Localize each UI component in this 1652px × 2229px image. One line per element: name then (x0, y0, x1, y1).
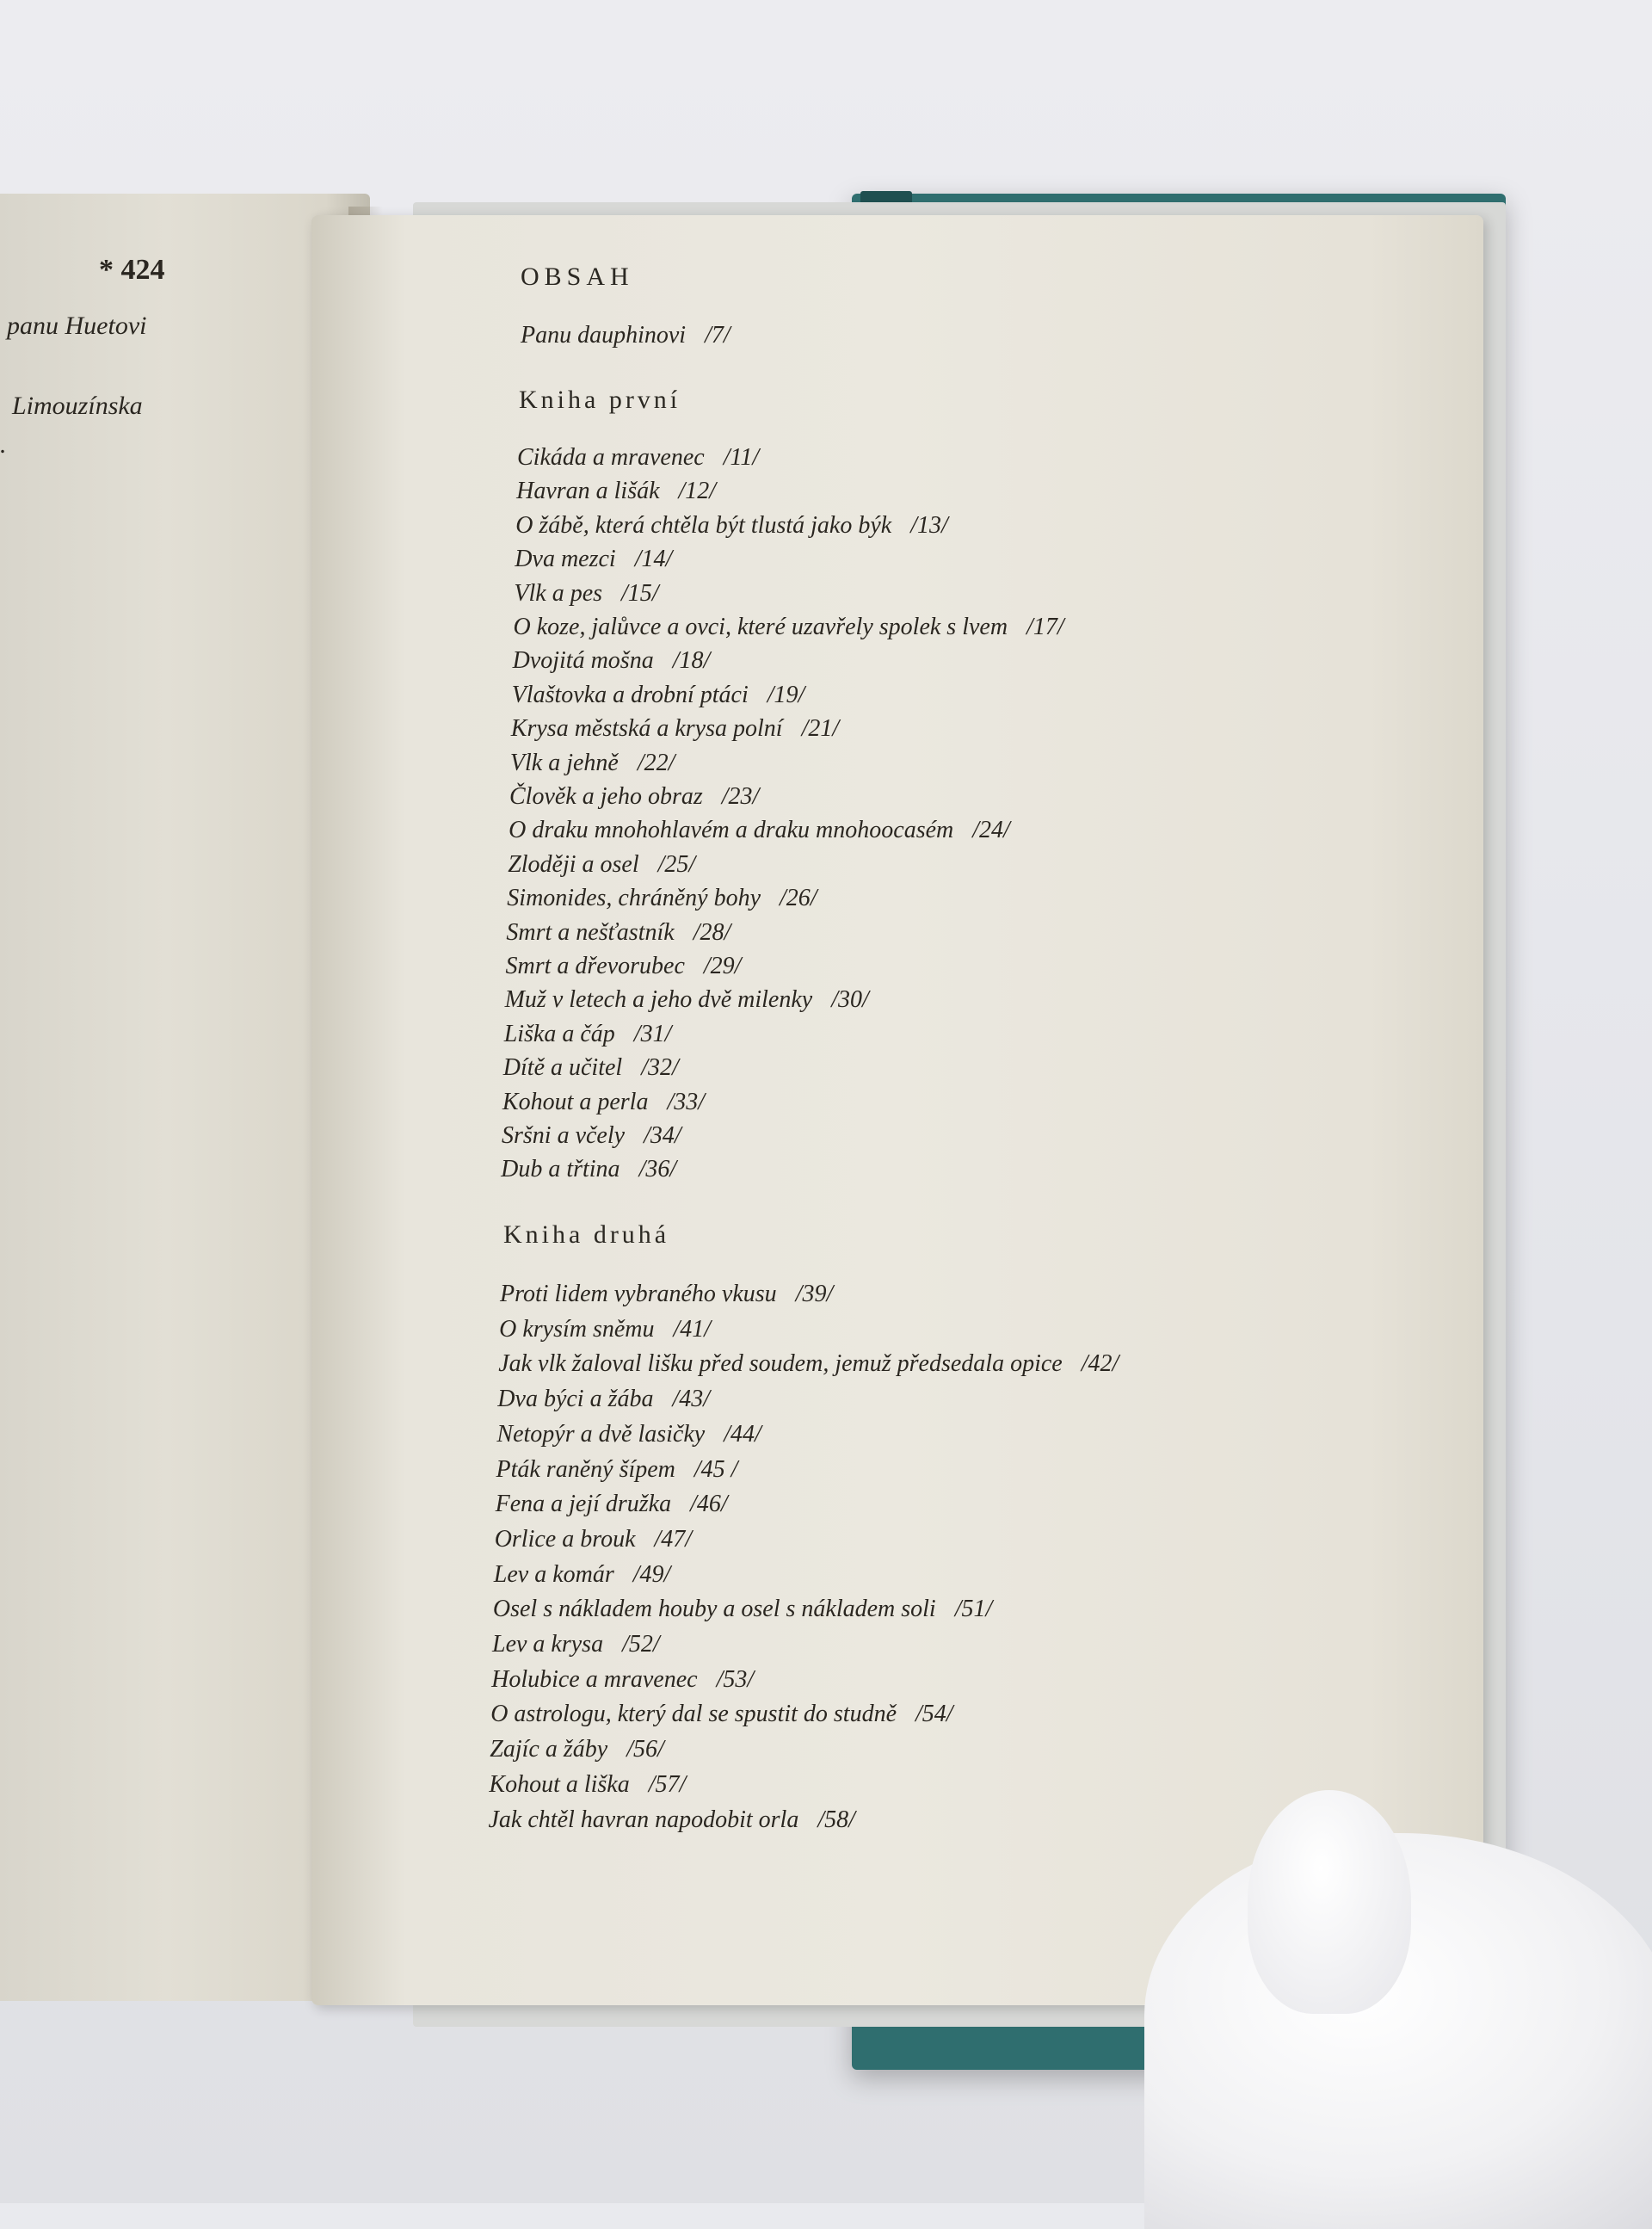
toc-entry-title: Zajíc a žáby (490, 1736, 608, 1763)
toc-entry-page: /31/ (633, 1020, 672, 1047)
toc-entry-title: O koze, jalůvce a ovci, které uzavřely spolek s lvem (513, 614, 1008, 640)
toc-entry-page: /24/ (972, 817, 1010, 844)
toc-entry (516, 478, 716, 505)
toc-entry (489, 1771, 686, 1799)
toc-entry-title: Panu dauphinovi (521, 322, 687, 349)
toc-entry-page: /29/ (703, 953, 742, 979)
toc-entry-title: Dítě a učitel (502, 1054, 623, 1082)
toc-entry-title: Vlaštovka a drobní ptáci (511, 681, 749, 708)
toc-entry-title: Fena a její družka (495, 1491, 672, 1518)
toc-entry-page: /51/ (954, 1596, 993, 1623)
toc-entry-title: Simonides, chráněný bohy (507, 885, 761, 912)
toc-entry (507, 885, 817, 912)
toc-entry-title: Muž v letech a jeho dvě milenky (504, 986, 813, 1014)
toc-entry (506, 919, 730, 947)
toc-entry-title: Sršni a včely (502, 1122, 626, 1149)
toc-entry-page: /13/ (910, 511, 948, 539)
toc-entry (513, 647, 711, 675)
toc-entry-title: Lev a krysa (492, 1631, 604, 1658)
toc-entry-page: /32/ (641, 1054, 679, 1082)
toc-entry (502, 1089, 705, 1116)
toc-entry (490, 1701, 952, 1728)
toc-entry-page: /53/ (716, 1665, 755, 1693)
toc-entry-page: /22/ (637, 749, 675, 776)
toc-entry-page: /26/ (780, 885, 817, 912)
toc-entry-title: Smrt a nešťastník (506, 918, 675, 946)
toc-entry (494, 1561, 671, 1589)
toc-entry (517, 444, 759, 472)
toc-entry-page: /28/ (693, 918, 731, 946)
toc-entry (510, 750, 675, 777)
toc-entry (521, 322, 730, 349)
toc-entry-title: Lev a komár (493, 1560, 614, 1588)
toc-entry-title: O draku mnohohlavém a draku mnohoocasém (509, 817, 954, 844)
toc-entry-page: /33/ (667, 1088, 706, 1115)
toc-entry-title: O krysím sněmu (499, 1315, 655, 1343)
toc-entry (496, 1421, 761, 1448)
toc-entry-title: Dvojitá mošna (512, 647, 654, 675)
toc-entry (498, 1350, 1119, 1378)
toc-entry-page: /18/ (672, 647, 711, 675)
toc-entry (496, 1491, 728, 1518)
toc-entry (514, 614, 1064, 641)
toc-entry-title: Netopýr a dvě lasičky (496, 1420, 706, 1448)
toc-entry-page: /30/ (831, 986, 869, 1014)
toc-entry (496, 1456, 738, 1484)
toc-entry-title: Vlk a jehně (509, 749, 619, 776)
toc-entry (492, 1631, 660, 1658)
toc-entry-page: /25/ (657, 850, 696, 878)
contents-title: OBSAH (521, 262, 634, 291)
toc-entry (490, 1736, 663, 1763)
toc-entry-page: /21/ (801, 715, 840, 743)
toc-entry-title: Dva mezci (515, 546, 616, 573)
toc-entry-page: /45 / (693, 1455, 738, 1483)
toc-entry-page: /56/ (626, 1736, 664, 1763)
toc-entry-page: /41/ (673, 1315, 712, 1343)
toc-entry-title: Smrt a dřevorubec (505, 953, 685, 979)
toc-entry (502, 1122, 681, 1150)
toc-entry (504, 1021, 672, 1048)
toc-entry (508, 851, 695, 879)
left-page-line: . (0, 430, 7, 459)
toc-entry (501, 1156, 676, 1183)
toc-entry-title: Krysa městská a krysa polní (510, 715, 783, 743)
right-page (311, 215, 1483, 2005)
toc-entry-page: /23/ (721, 783, 760, 810)
toc-entry (505, 986, 869, 1014)
left-page-line: Limouzínska (12, 392, 143, 420)
toc-entry-page: /34/ (644, 1122, 681, 1149)
toc-entry-page: /49/ (632, 1560, 671, 1588)
toc-entry-title: Havran a lišák (516, 478, 660, 505)
toc-entry (511, 715, 839, 743)
toc-entry-title: Jak chtěl havran napodobit orla (488, 1806, 799, 1833)
toc-entry (512, 682, 805, 709)
toc-entry-title: Orlice a brouk (494, 1525, 636, 1553)
left-page-number: * 424 (99, 254, 165, 286)
toc-entry-title: Člověk a jeho obraz (509, 783, 703, 810)
toc-entry (506, 953, 742, 980)
toc-entry-title: Liška a čáp (503, 1020, 615, 1047)
toc-entry (514, 580, 658, 608)
toc-entry-page: /54/ (915, 1701, 953, 1728)
toc-entry-page: /44/ (724, 1420, 761, 1448)
toc-entry-title: Proti lidem vybraného vkusu (500, 1281, 777, 1307)
toc-entry-page: /14/ (634, 546, 673, 573)
toc-entry-title: O žábě, která chtěla být tlustá jako býk (515, 511, 892, 539)
toc-entry (515, 512, 948, 540)
toc-entry-page: /36/ (638, 1156, 677, 1183)
toc-entry-page: /42/ (1081, 1350, 1119, 1378)
toc-entry (499, 1316, 711, 1343)
toc-entry-page: /47/ (654, 1525, 693, 1553)
glove-finger (1248, 1790, 1411, 2014)
toc-entry (491, 1666, 754, 1694)
toc-entry-page: /12/ (678, 478, 717, 505)
toc-entry (509, 783, 759, 811)
toc-entry-page: /19/ (767, 681, 805, 708)
toc-entry-title: Kohout a perla (502, 1088, 649, 1115)
toc-entry-page: /7/ (705, 322, 730, 349)
section-heading: Kniha druhá (503, 1220, 670, 1249)
left-page-line: panu Huetovi (7, 312, 147, 340)
toc-entry-title: Osel s nákladem houby a osel s nákladem soli (492, 1596, 936, 1623)
toc-entry-title: Zloději a osel (508, 850, 639, 878)
toc-entry-page: /11/ (723, 444, 760, 471)
toc-entry-title: Vlk a pes (514, 579, 603, 607)
toc-entry (489, 1806, 855, 1834)
toc-entry (495, 1526, 692, 1553)
toc-entry-page: /39/ (795, 1281, 834, 1307)
toc-entry-title: Dva býci a žába (497, 1386, 654, 1413)
toc-entry (503, 1054, 679, 1082)
toc-entry-title: Dub a třtina (501, 1156, 620, 1183)
toc-entry-page: /52/ (622, 1631, 660, 1658)
toc-entry-title: Kohout a liška (489, 1770, 630, 1798)
toc-entry (497, 1386, 710, 1413)
toc-entry-title: Cikáda a mravenec (517, 444, 705, 471)
toc-entry-title: Holubice a mravenec (491, 1665, 698, 1693)
toc-entry-page: /46/ (690, 1491, 728, 1518)
toc-entry (500, 1281, 833, 1308)
toc-entry-page: /57/ (648, 1770, 687, 1798)
toc-entry-title: O astrologu, který dal se spustit do studně (490, 1701, 897, 1728)
toc-entry-title: Jak vlk žaloval lišku před soudem, jemuž předsedala opice (498, 1350, 1063, 1378)
toc-entry-page: /43/ (672, 1386, 711, 1413)
toc-entry (509, 817, 1010, 844)
toc-entry-page: /58/ (817, 1806, 855, 1833)
toc-entry-page: /15/ (621, 579, 659, 607)
toc-entry-title: Pták raněný šípem (496, 1455, 675, 1483)
section-heading: Kniha první (519, 386, 681, 414)
toc-entry (493, 1596, 992, 1623)
toc-entry-page: /17/ (1026, 614, 1064, 640)
toc-entry (515, 546, 672, 573)
